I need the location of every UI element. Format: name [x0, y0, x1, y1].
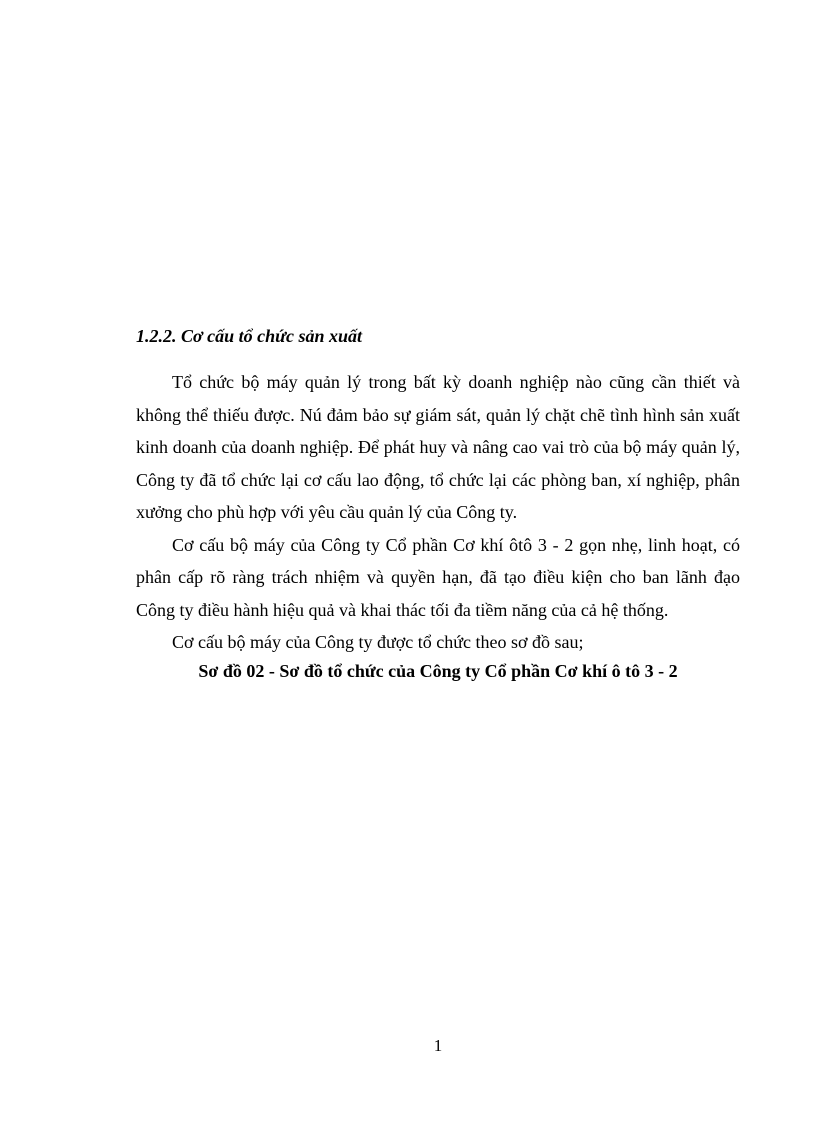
diagram-caption: Sơ đồ 02 - Sơ đồ tổ chức của Công ty Cổ phần Cơ khí ô tô 3 - 2	[198, 661, 678, 681]
paragraph-intro: Tổ chức bộ máy quản lý trong bất kỳ doanh nghiệp nào cũng cần thiết và không thể thiếu được. Nú đảm bảo sự giám sát, quản lý chặt chẽ tình hình sản xuất kinh doanh của doanh nghiệp. Để phát huy và nâng cao vai trò của bộ máy quản lý, Công ty đã tổ chức lại cơ cấu lao động, tổ chức lại các phòng ban, xí nghiệp, phân xưởng cho phù hợp với yêu cầu quản lý của Công ty.	[136, 372, 740, 522]
body-text	[136, 366, 740, 659]
page-number: 1	[433, 1036, 443, 1055]
paragraph-diagram-intro: Cơ cấu bộ máy của Công ty được tổ chức theo sơ đồ sau;	[172, 632, 584, 652]
section-heading: 1.2.2. Cơ cấu tổ chức sản xuất	[136, 326, 362, 346]
paragraph-structure: Cơ cấu bộ máy của Công ty Cổ phần Cơ khí ôtô 3 - 2 gọn nhẹ, linh hoạt, có phân cấp rõ ràng trách nhiệm và quyền hạn, đã tạo điều kiện cho ban lãnh đạo Công ty điều hành hiệu quả và khai thác tối đa tiềm năng của cả hệ thống.	[136, 534, 740, 620]
